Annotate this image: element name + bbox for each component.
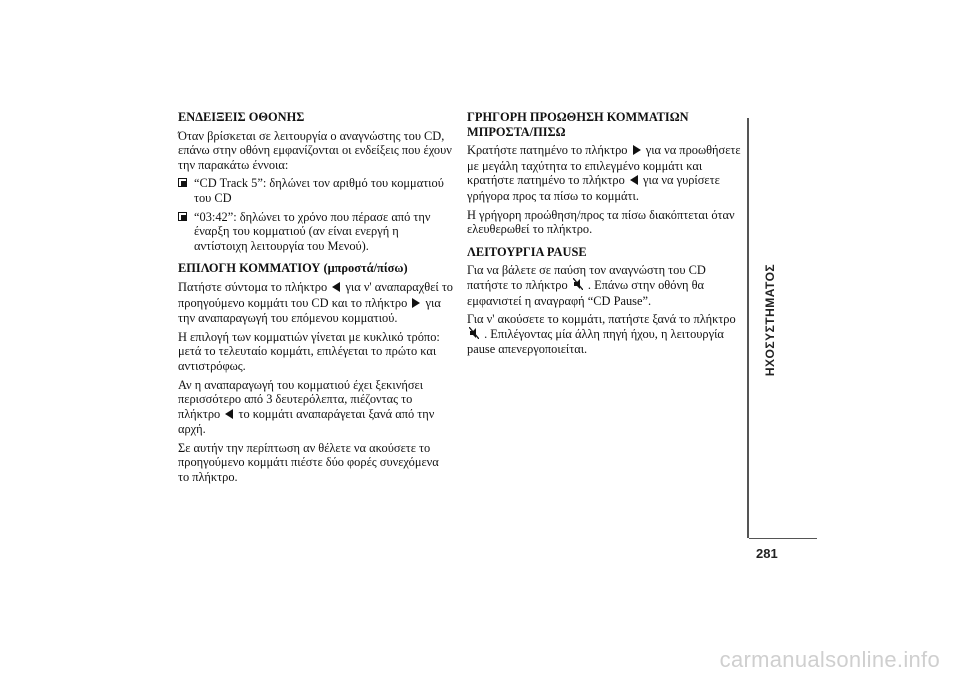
right-column xyxy=(467,110,745,365)
section-title: ΕΝΔΕΙΞΕΙΣ ΟΘΟΝΗΣ xyxy=(178,110,305,124)
section-display-indications xyxy=(178,110,453,253)
mute-pause-icon xyxy=(573,278,583,294)
watermark: carmanualsonline.info xyxy=(719,647,940,672)
text-run: για να προωθήσετε με μεγάλη ταχύτητα το επιλεγμένο κομμάτι και κρατήστε πατημένο το πλήκτρο xyxy=(467,143,741,188)
paragraph: Όταν βρίσκεται σε λειτουργία ο αναγνώστης του CD, επάνω στην οθόνη εμφανίζονται οι ενδείξεις που έχουν την παρακάτω έννοια: xyxy=(178,128,452,172)
text-run: για να γυρίσετε γρήγορα προς τα πίσω το κομμάτι. xyxy=(467,173,720,203)
text-run: Κρατήστε πατημένο το πλήκτρο xyxy=(467,143,628,158)
paragraph xyxy=(178,280,453,326)
list-item-text: “03:42”: δηλώνει το χρόνο που πέρασε από την έναρξη του κομματιού (αν είναι ενεργή η αντίστοιχη λειτουργία του Μενού). xyxy=(194,209,431,253)
text-run: για ν' αναπαραχθεί το προηγούμενο κομμάτι του CD και το πλήκτρο xyxy=(178,279,454,310)
text-run: Πατήστε σύντομα το πλήκτρο xyxy=(178,279,328,294)
text-run: . Επάνω στην οθόνη θα εμφανιστεί η αναγραφή “CD Pause”. xyxy=(467,277,705,308)
list-item-text: “CD Track 5”: δηλώνει τον αριθμό του κομματιού του CD xyxy=(194,176,444,205)
paragraph xyxy=(467,312,745,357)
page-number: 281 xyxy=(756,546,778,561)
sidebar-divider-vertical xyxy=(747,118,749,538)
section-title: ΓΡΗΓΟΡΗ ΠΡΟΩΘΗΣΗ ΚΟΜΜΑΤΙΩΝ ΜΠΡΟΣΤΑ/ΠΙΣΩ xyxy=(467,110,689,139)
text-run: το κομμάτι αναπαράγεται ξανά από την αρχή. xyxy=(178,406,435,437)
section-tab-label: ΗΧΟΣΥΣΤΗΜΑΤΟΣ xyxy=(763,263,777,377)
section-fast-forward xyxy=(467,110,745,237)
paragraph xyxy=(178,378,453,437)
text-run: Για ν' ακούσετε το κομμάτι, πατήστε ξανά το πλήκτρο xyxy=(467,312,736,327)
text-run: Για να βάλετε σε παύση τον αναγνώστη του CD πατήστε το πλήκτρο xyxy=(467,263,706,292)
list-item xyxy=(178,176,453,205)
section-track-selection xyxy=(178,261,453,484)
sidebar-divider-horizontal xyxy=(749,538,817,539)
section-title: ΕΠΙΛΟΓΗ ΚΟΜΜΑΤΙΟΥ (μπροστά/πίσω) xyxy=(178,261,408,276)
triangle-right-icon xyxy=(412,297,420,312)
checkbox-bullet-icon xyxy=(178,212,187,221)
section-pause xyxy=(467,245,745,357)
triangle-left-icon xyxy=(225,408,233,423)
paragraph xyxy=(467,143,745,203)
triangle-left-icon xyxy=(630,174,638,189)
paragraph xyxy=(467,263,745,308)
text-run: για την αναπαραγωγή του επόμενου κομματιού. xyxy=(178,295,441,326)
text-run: . Επιλέγοντας μία άλλη πηγή ήχου, η λειτουργία pause απενεργοποιείται. xyxy=(467,326,724,357)
paragraph: Η γρήγορη προώθηση/προς τα πίσω διακόπτεται όταν ελευθερωθεί το πλήκτρο. xyxy=(467,207,735,237)
triangle-left-icon xyxy=(332,281,340,296)
list-item xyxy=(178,210,453,254)
left-column xyxy=(178,110,453,493)
paragraph: Η επιλογή των κομματιών γίνεται με κυκλικό τρόπο: μετά το τελευταίο κομμάτι, επιλέγεται το πρώτο και αντιστρόφως. xyxy=(178,329,440,373)
checkbox-bullet-icon xyxy=(178,178,187,187)
section-title: ΛΕΙΤΟΥΡΓΙΑ PAUSE xyxy=(467,244,587,259)
mute-pause-icon xyxy=(469,327,479,343)
text-run: Αν η αναπαραγωγή του κομματιού έχει ξεκινήσει περισσότερο από 3 δευτερόλεπτα, πιέζοντας το πλήκτρο xyxy=(178,377,424,421)
triangle-right-icon xyxy=(633,144,641,159)
paragraph: Σε αυτήν την περίπτωση αν θέλετε να ακούσετε το προηγούμενο κομμάτι πιέστε δύο φορές συνεχόμενα το πλήκτρο. xyxy=(178,440,439,485)
